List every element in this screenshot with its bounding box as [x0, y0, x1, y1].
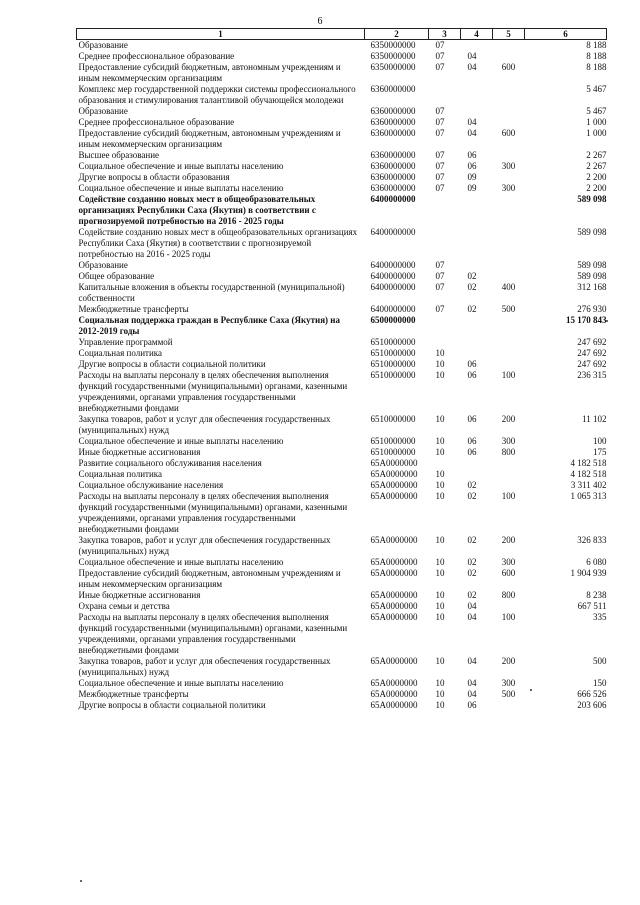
table-row — [77, 601, 607, 612]
row-section: 07 — [435, 161, 445, 171]
row-sum: 236 315 — [577, 370, 607, 380]
row-target-code: 65А0000000 — [370, 568, 418, 578]
table-row — [77, 62, 607, 84]
row-expense-kind — [493, 106, 525, 117]
header-col-section: 3 — [429, 29, 461, 40]
row-subsection — [461, 84, 493, 106]
row-expense-kind — [493, 260, 525, 271]
row-section: 10 — [435, 436, 445, 446]
row-expense-kind: 200 — [501, 656, 516, 666]
row-name: Закупка товаров, работ и услуг для обеспечения государственных (муниципальных) нужд — [78, 535, 331, 556]
row-sum: 5 467 — [586, 106, 607, 116]
row-subsection — [461, 227, 493, 260]
row-target-code: 6510000000 — [370, 370, 416, 380]
row-expense-kind — [493, 348, 525, 359]
row-expense-kind — [493, 227, 525, 260]
row-expense-kind: 300 — [501, 161, 516, 171]
row-subsection: 09 — [467, 183, 477, 193]
row-subsection — [461, 260, 493, 271]
row-section: 10 — [435, 557, 445, 567]
row-expense-kind: 500 — [501, 304, 516, 314]
row-section: 07 — [435, 117, 445, 127]
row-subsection: 04 — [467, 62, 477, 72]
row-expense-kind: 200 — [501, 535, 516, 545]
table-row — [77, 183, 607, 194]
row-sum: 335 — [593, 612, 607, 622]
row-sum: 247 692 — [577, 348, 607, 358]
row-target-code: 65А0000000 — [370, 590, 418, 600]
row-section: 10 — [435, 678, 445, 688]
row-section: 10 — [435, 370, 445, 380]
row-name: Содействие созданию новых мест в общеобразовательных организациях Республики Саха (Якутия) в соответствии с прогнозируемой потребностью на 2016 - 2025 годы — [78, 227, 358, 259]
row-sum: 247 692 — [577, 359, 607, 369]
row-target-code: 6400000000 — [370, 282, 416, 292]
row-section: 10 — [435, 601, 445, 611]
budget-table — [76, 28, 607, 711]
row-name: Общее образование — [78, 271, 155, 281]
row-target-code: 65А0000000 — [370, 678, 418, 688]
row-name: Другие вопросы в области образования — [78, 172, 230, 182]
row-section: 07 — [435, 183, 445, 193]
table-row — [77, 370, 607, 414]
table-row — [77, 535, 607, 557]
table-row — [77, 469, 607, 480]
row-section: 10 — [435, 414, 445, 424]
row-name: Социальная политика — [78, 348, 162, 358]
row-name: Межбюджетные трансферты — [78, 689, 189, 699]
row-sum: 4 182 518 — [570, 469, 607, 479]
row-subsection: 04 — [467, 656, 477, 666]
row-target-code: 65А0000000 — [370, 480, 418, 490]
table-row — [77, 689, 607, 700]
row-section: 10 — [435, 656, 445, 666]
table-row — [77, 348, 607, 359]
row-expense-kind: 400 — [501, 282, 516, 292]
row-target-code: 65А0000000 — [370, 612, 418, 622]
table-row — [77, 40, 607, 52]
row-section — [429, 194, 461, 227]
row-subsection — [461, 458, 493, 469]
row-sum: 326 833 — [577, 535, 607, 545]
row-name: Социальная поддержка граждан в Республике Саха (Якутия) на 2012-2019 годы — [78, 315, 340, 336]
row-section: 10 — [435, 535, 445, 545]
row-expense-kind — [493, 51, 525, 62]
row-sum: 276 930 — [577, 304, 607, 314]
row-section — [429, 227, 461, 260]
row-subsection: 04 — [467, 678, 477, 688]
row-target-code: 6510000000 — [370, 436, 416, 446]
row-subsection: 02 — [467, 557, 477, 567]
row-expense-kind: 600 — [501, 128, 516, 138]
row-subsection: 06 — [467, 161, 477, 171]
table-row — [77, 117, 607, 128]
row-sum: 2 267 — [586, 161, 607, 171]
scan-speck — [606, 320, 608, 322]
row-sum: 1 904 939 — [570, 568, 607, 578]
row-subsection: 02 — [467, 568, 477, 578]
table-row — [77, 590, 607, 601]
row-subsection: 06 — [467, 359, 477, 369]
row-expense-kind: 100 — [501, 370, 516, 380]
scan-speck — [530, 689, 532, 691]
row-sum: 8 188 — [586, 40, 607, 50]
row-name: Иные бюджетные ассигнования — [78, 447, 201, 457]
row-name: Иные бюджетные ассигнования — [78, 590, 201, 600]
row-target-code: 6360000000 — [370, 183, 416, 193]
header-col-sum: 6 — [525, 29, 607, 40]
row-target-code: 65А0000000 — [370, 557, 418, 567]
row-name: Социальная политика — [78, 469, 162, 479]
row-sum: 8 188 — [586, 62, 607, 72]
row-target-code: 6360000000 — [370, 150, 416, 160]
row-target-code: 6510000000 — [370, 359, 416, 369]
row-target-code: 65А0000000 — [370, 535, 418, 545]
row-name: Расходы на выплаты персоналу в целях обеспечения выполнения функций государственными (муниципальными) органами, казенными учреждениями, органами управления государственными внебюджетными фондами — [78, 491, 348, 534]
table-row — [77, 84, 607, 106]
header-col-name: 1 — [77, 29, 365, 40]
table-row — [77, 194, 607, 227]
row-sum: 667 511 — [577, 601, 607, 611]
row-target-code: 6400000000 — [370, 227, 416, 237]
row-expense-kind: 800 — [501, 447, 516, 457]
row-subsection: 04 — [467, 612, 477, 622]
row-sum: 15 170 843 — [566, 315, 607, 325]
row-expense-kind: 300 — [501, 183, 516, 193]
row-name: Предоставление субсидий бюджетным, автономным учреждениям и иным некоммерческим организациям — [78, 568, 341, 589]
table-row — [77, 491, 607, 535]
row-subsection — [461, 337, 493, 348]
row-target-code: 6400000000 — [370, 304, 416, 314]
table-row — [77, 271, 607, 282]
row-name: Охрана семьи и детства — [78, 601, 170, 611]
row-subsection: 06 — [467, 447, 477, 457]
row-expense-kind — [493, 150, 525, 161]
row-name: Капитальные вложения в объекты государственной (муниципальной) собственности — [78, 282, 345, 303]
row-section: 10 — [435, 491, 445, 501]
row-target-code: 6360000000 — [370, 128, 416, 138]
row-expense-kind — [493, 194, 525, 227]
table-row — [77, 304, 607, 315]
table-row — [77, 436, 607, 447]
row-section: 07 — [435, 260, 445, 270]
row-sum: 2 200 — [586, 172, 607, 182]
row-target-code: 6350000000 — [370, 62, 416, 72]
row-sum: 589 098 — [577, 271, 607, 281]
row-target-code: 65А0000000 — [370, 656, 418, 666]
row-expense-kind — [493, 315, 525, 337]
row-sum: 175 — [593, 447, 607, 457]
row-subsection: 04 — [467, 689, 477, 699]
row-name: Комплекс мер государственной поддержки системы профессионального образования и стимулирования талантливой обучающейся молодежи — [78, 84, 356, 105]
row-name: Предоставление субсидий бюджетным, автономным учреждениям и иным некоммерческим организациям — [78, 128, 341, 149]
row-sum: 11 102 — [582, 414, 607, 424]
table-row — [77, 458, 607, 469]
table-row — [77, 480, 607, 491]
table-row — [77, 315, 607, 337]
row-name: Расходы на выплаты персоналу в целях обеспечения выполнения функций государственными (муниципальными) органами, казенными учреждениями, органами управления государственными внебюджетными фондами — [78, 370, 348, 413]
table-row — [77, 128, 607, 150]
table-row — [77, 227, 607, 260]
row-expense-kind: 300 — [501, 678, 516, 688]
row-section: 07 — [435, 106, 445, 116]
row-subsection: 02 — [467, 282, 477, 292]
row-section: 10 — [435, 469, 445, 479]
row-expense-kind — [493, 359, 525, 370]
row-target-code: 6360000000 — [370, 106, 416, 116]
row-sum: 5 467 — [586, 84, 607, 94]
row-section: 07 — [435, 271, 445, 281]
table-row — [77, 337, 607, 348]
header-col-subsection: 4 — [461, 29, 493, 40]
row-expense-kind — [493, 469, 525, 480]
row-section — [429, 84, 461, 106]
row-section: 07 — [435, 282, 445, 292]
row-target-code: 6360000000 — [370, 161, 416, 171]
row-name: Социальное обслуживание населения — [78, 480, 224, 490]
row-expense-kind: 800 — [501, 590, 516, 600]
row-sum: 203 606 — [577, 700, 607, 710]
table-body — [77, 40, 607, 712]
row-name: Образование — [78, 106, 128, 116]
row-sum: 4 182 518 — [570, 458, 607, 468]
row-name: Образование — [78, 260, 128, 270]
table-row — [77, 612, 607, 656]
row-name: Высшее образование — [78, 150, 160, 160]
row-subsection — [461, 469, 493, 480]
row-expense-kind — [493, 271, 525, 282]
row-target-code: 6400000000 — [370, 271, 416, 281]
row-section — [429, 315, 461, 337]
row-sum: 1 000 — [586, 128, 607, 138]
table-row — [77, 51, 607, 62]
row-expense-kind — [493, 84, 525, 106]
row-expense-kind — [493, 172, 525, 183]
row-sum: 3 311 402 — [570, 480, 607, 490]
row-target-code: 6350000000 — [370, 51, 416, 61]
row-sum: 500 — [593, 656, 607, 666]
row-section: 07 — [435, 304, 445, 314]
row-expense-kind: 200 — [501, 414, 516, 424]
row-sum: 8 188 — [586, 51, 607, 61]
row-section: 10 — [435, 700, 445, 710]
row-section: 07 — [435, 62, 445, 72]
row-target-code: 6350000000 — [370, 40, 416, 50]
row-subsection: 02 — [467, 491, 477, 501]
row-section: 10 — [435, 612, 445, 622]
row-section — [429, 337, 461, 348]
row-subsection: 02 — [467, 480, 477, 490]
header-col-expense-kind: 5 — [493, 29, 525, 40]
row-expense-kind — [493, 601, 525, 612]
table-row — [77, 106, 607, 117]
row-section: 07 — [435, 128, 445, 138]
row-sum: 589 098 — [577, 227, 607, 237]
row-sum: 1 000 — [586, 117, 607, 127]
row-name: Другие вопросы в области социальной политики — [78, 359, 266, 369]
row-name: Закупка товаров, работ и услуг для обеспечения государственных (муниципальных) нужд — [78, 414, 331, 435]
row-subsection — [461, 106, 493, 117]
row-name: Социальное обеспечение и иные выплаты населению — [78, 557, 284, 567]
row-target-code: 65А0000000 — [370, 689, 418, 699]
row-name: Образование — [78, 40, 128, 50]
row-expense-kind: 300 — [501, 557, 516, 567]
row-expense-kind — [493, 337, 525, 348]
row-expense-kind — [493, 117, 525, 128]
table-row — [77, 282, 607, 304]
row-name: Развитие социального обслуживания населения — [78, 458, 262, 468]
row-section: 10 — [435, 447, 445, 457]
row-section: 10 — [435, 568, 445, 578]
row-target-code: 65А0000000 — [370, 458, 418, 468]
row-sum: 2 267 — [586, 150, 607, 160]
row-section: 07 — [435, 172, 445, 182]
row-subsection: 06 — [467, 150, 477, 160]
row-name: Содействие созданию новых мест в общеобразовательных организациях Республики Саха (Якутия) в соответствии с прогнозируемой потребностью на 2016 - 2025 годы — [78, 194, 316, 226]
row-expense-kind: 600 — [501, 568, 516, 578]
row-target-code: 65А0000000 — [370, 469, 418, 479]
row-name: Социальное обеспечение и иные выплаты населению — [78, 436, 284, 446]
row-target-code: 6400000000 — [370, 260, 416, 270]
row-section: 10 — [435, 359, 445, 369]
row-subsection: 06 — [467, 370, 477, 380]
row-section: 07 — [435, 150, 445, 160]
row-expense-kind: 500 — [501, 689, 516, 699]
row-subsection: 04 — [467, 117, 477, 127]
row-sum: 150 — [593, 678, 607, 688]
table-header — [77, 29, 607, 40]
row-expense-kind: 100 — [501, 491, 516, 501]
table-row — [77, 447, 607, 458]
row-sum: 2 200 — [586, 183, 607, 193]
row-sum: 589 098 — [577, 260, 607, 270]
row-subsection: 04 — [467, 601, 477, 611]
table-row — [77, 557, 607, 568]
table-row — [77, 568, 607, 590]
row-sum: 100 — [593, 436, 607, 446]
row-sum: 247 692 — [577, 337, 607, 347]
table-row — [77, 172, 607, 183]
row-name: Среднее профессиональное образование — [78, 117, 235, 127]
table-row — [77, 656, 607, 678]
row-name: Межбюджетные трансферты — [78, 304, 189, 314]
row-sum: 666 526 — [577, 689, 607, 699]
row-expense-kind: 600 — [501, 62, 516, 72]
row-subsection: 02 — [467, 271, 477, 281]
table-row — [77, 700, 607, 711]
row-target-code: 6510000000 — [370, 348, 416, 358]
row-subsection: 04 — [467, 128, 477, 138]
row-subsection: 02 — [467, 304, 477, 314]
row-sum: 312 168 — [577, 282, 607, 292]
row-target-code: 6510000000 — [370, 447, 416, 457]
row-subsection — [461, 194, 493, 227]
row-section: 07 — [435, 40, 445, 50]
row-section: 07 — [435, 51, 445, 61]
row-subsection: 09 — [467, 172, 477, 182]
row-name: Социальное обеспечение и иные выплаты населению — [78, 678, 284, 688]
row-expense-kind — [493, 480, 525, 491]
row-expense-kind — [493, 40, 525, 52]
row-name: Расходы на выплаты персоналу в целях обеспечения выполнения функций государственными (муниципальными) органами, казенными учреждениями, органами управления государственными внебюджетными фондами — [78, 612, 348, 655]
row-name: Среднее профессиональное образование — [78, 51, 235, 61]
row-section — [429, 458, 461, 469]
row-subsection: 04 — [467, 51, 477, 61]
row-section: 10 — [435, 348, 445, 358]
row-subsection: 06 — [467, 700, 477, 710]
table-row — [77, 150, 607, 161]
row-subsection: 02 — [467, 590, 477, 600]
row-sum: 1 065 313 — [570, 491, 607, 501]
row-expense-kind: 100 — [501, 612, 516, 622]
table-row — [77, 260, 607, 271]
row-subsection — [461, 315, 493, 337]
row-expense-kind: 300 — [501, 436, 516, 446]
row-section: 10 — [435, 480, 445, 490]
row-subsection: 06 — [467, 436, 477, 446]
row-expense-kind — [493, 700, 525, 711]
row-name: Предоставление субсидий бюджетным, автономным учреждениям и иным некоммерческим организациям — [78, 62, 341, 83]
row-target-code: 6360000000 — [370, 117, 416, 127]
row-sum: 589 098 — [577, 194, 607, 204]
row-subsection: 06 — [467, 414, 477, 424]
header-col-code: 2 — [365, 29, 429, 40]
row-target-code: 6500000000 — [370, 315, 416, 325]
row-name: Другие вопросы в области социальной политики — [78, 700, 266, 710]
row-sum: 8 238 — [586, 590, 607, 600]
scan-speck — [80, 880, 82, 882]
row-target-code: 65А0000000 — [370, 491, 418, 501]
row-name: Социальное обеспечение и иные выплаты населению — [78, 183, 284, 193]
row-section: 10 — [435, 689, 445, 699]
row-target-code: 6360000000 — [370, 172, 416, 182]
row-target-code: 6510000000 — [370, 337, 416, 347]
row-subsection — [461, 40, 493, 52]
row-name: Управление программой — [78, 337, 173, 347]
row-subsection — [461, 348, 493, 359]
row-target-code: 6510000000 — [370, 414, 416, 424]
table-row — [77, 161, 607, 172]
row-subsection: 02 — [467, 535, 477, 545]
row-expense-kind — [493, 458, 525, 469]
row-name: Социальное обеспечение и иные выплаты населению — [78, 161, 284, 171]
header-row — [77, 29, 607, 40]
row-section: 10 — [435, 590, 445, 600]
table-row — [77, 359, 607, 370]
row-target-code: 6360000000 — [370, 84, 416, 94]
page-number: 6 — [317, 16, 323, 27]
row-name: Закупка товаров, работ и услуг для обеспечения государственных (муниципальных) нужд — [78, 656, 331, 677]
row-target-code: 65А0000000 — [370, 601, 418, 611]
row-sum: 6 080 — [586, 557, 607, 567]
table-row — [77, 414, 607, 436]
row-target-code: 6400000000 — [370, 194, 416, 204]
row-target-code: 65А0000000 — [370, 700, 418, 710]
table-row — [77, 678, 607, 689]
